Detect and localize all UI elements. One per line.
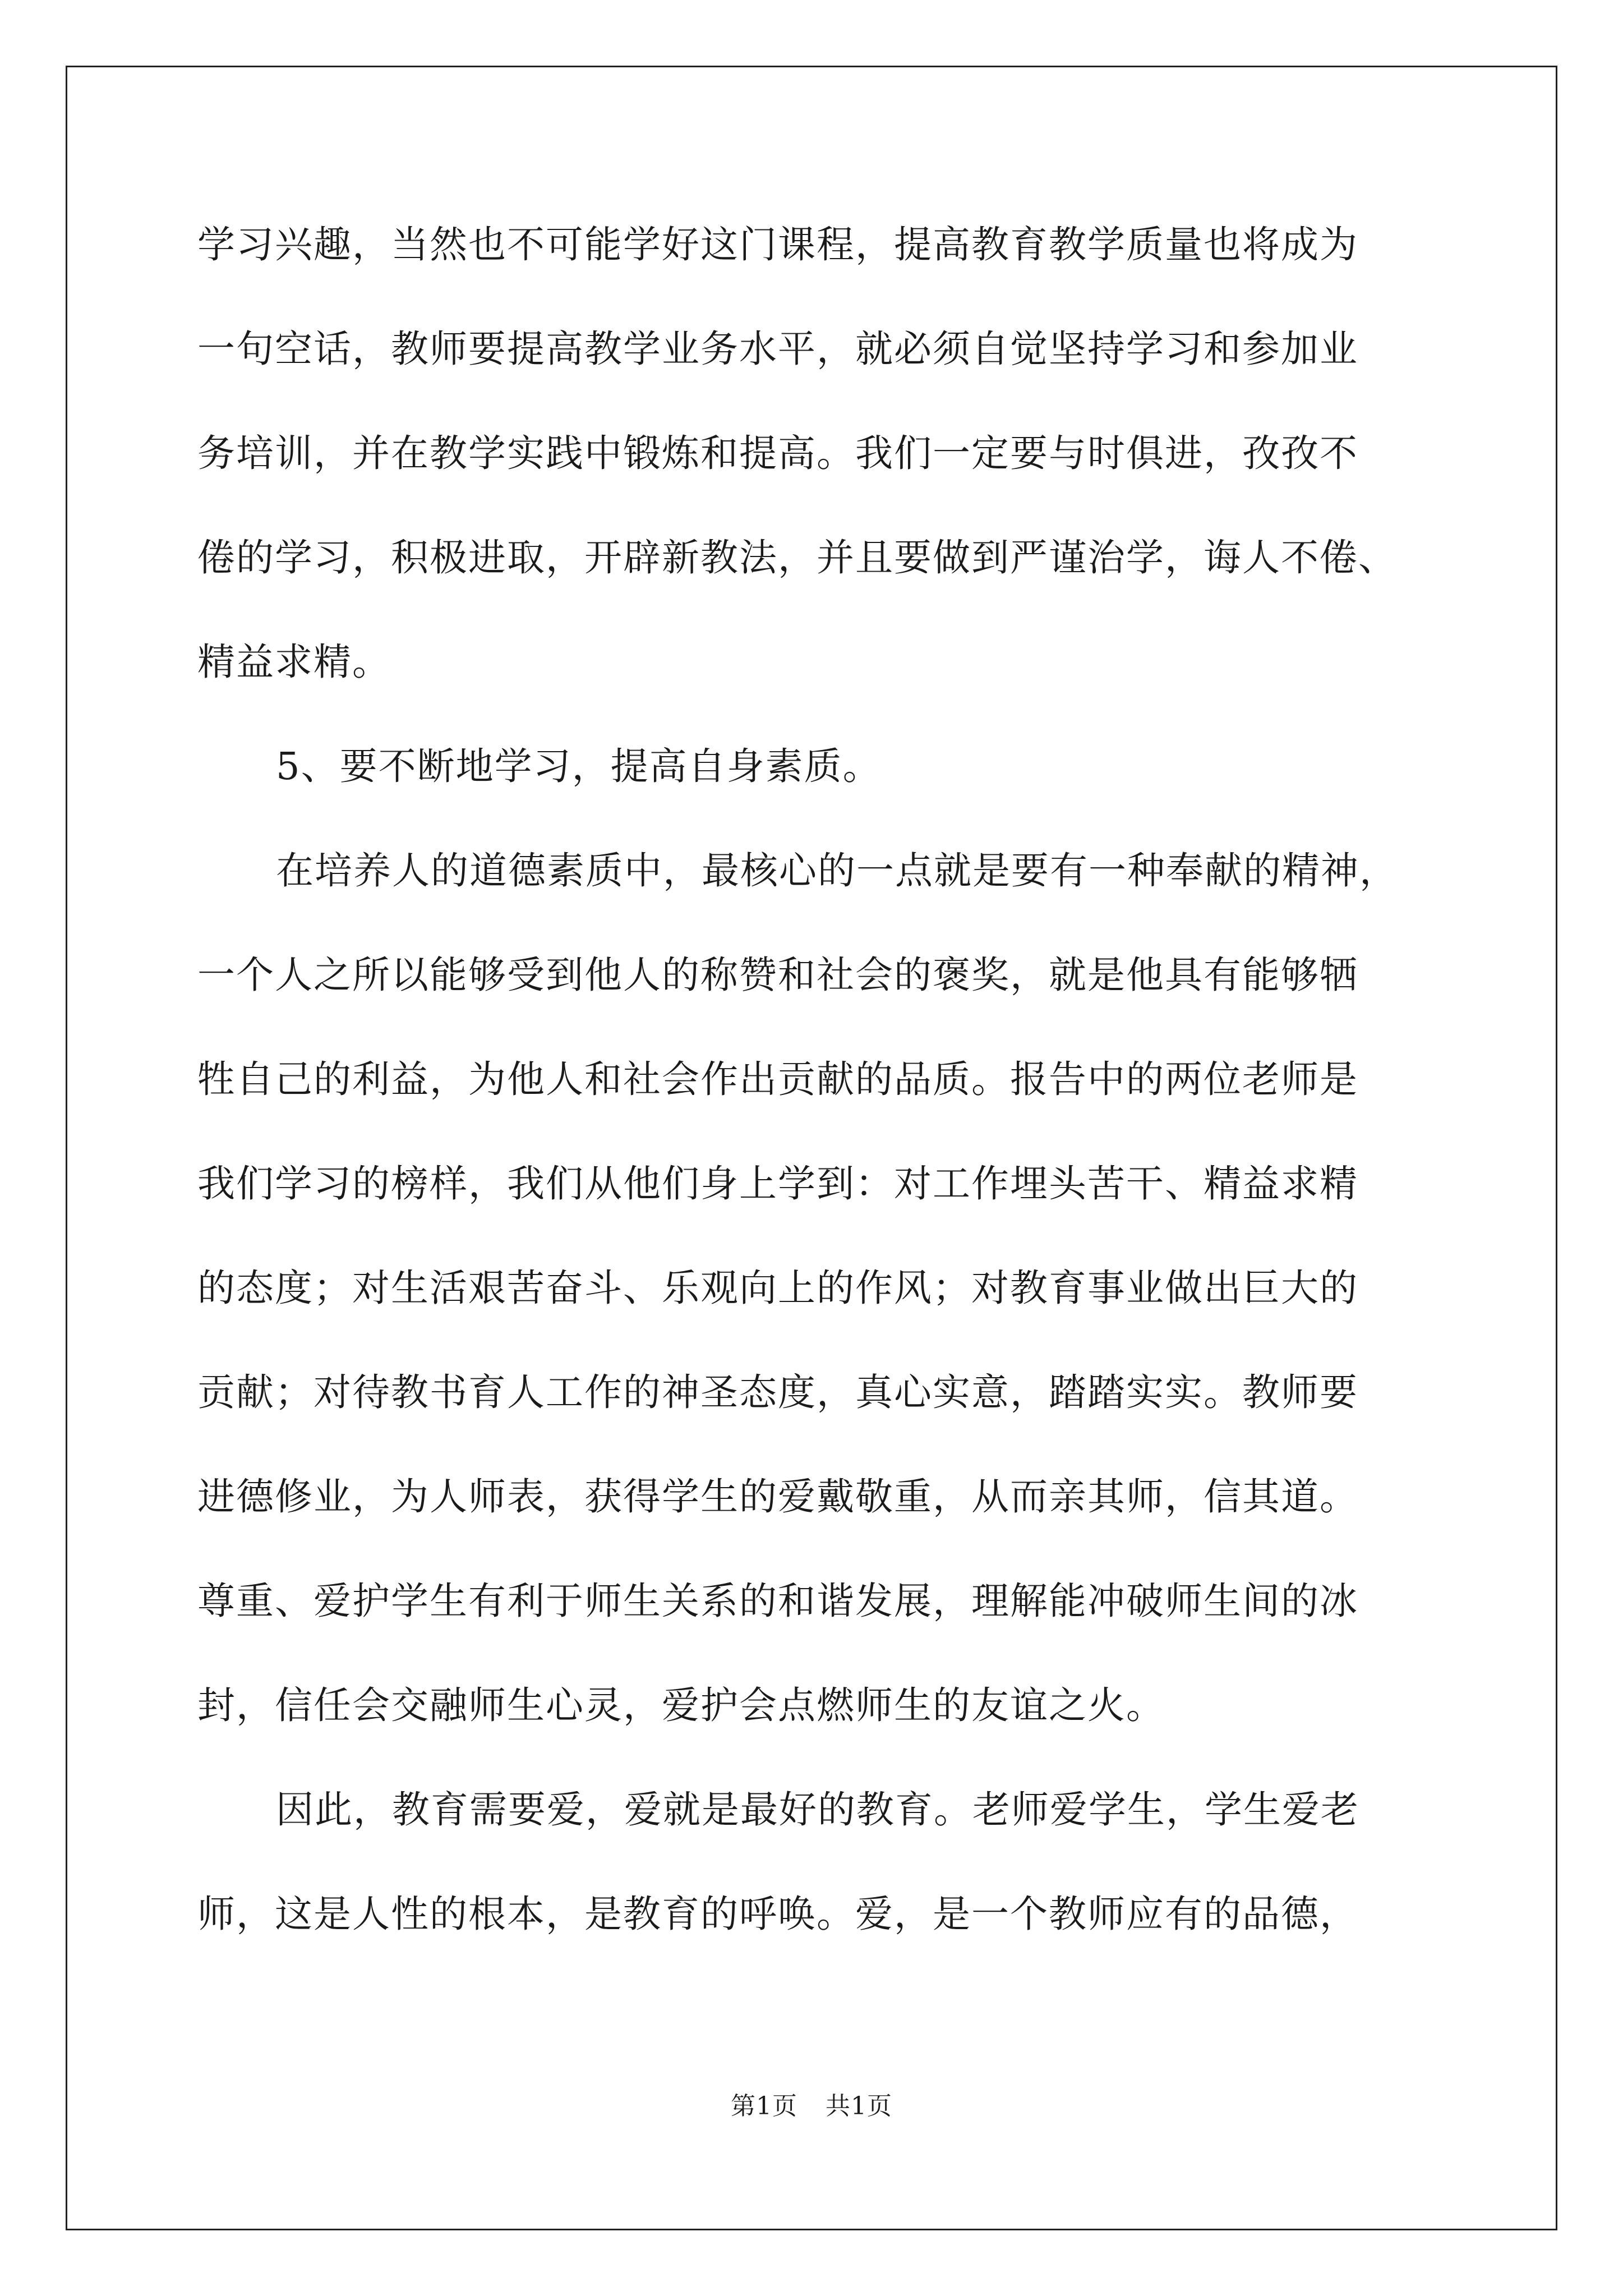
text-line-11: 的态度；对生活艰苦奋斗、乐观向上的作风；对教育事业做出巨大的: [197, 1266, 1358, 1310]
total-pages: 共1页: [826, 2092, 892, 2120]
text-line-12: 贡献；对待教书育人工作的神圣态度，真心实意，踏踏实实。教师要: [197, 1370, 1358, 1414]
text-line-5: 精益求精。: [197, 640, 391, 684]
text-line-1: 学习兴趣，当然也不可能学好这门课程，提高教育教学质量也将成为: [197, 223, 1358, 266]
text-line-14: 尊重、爱护学生有利于师生关系的和谐发展，理解能冲破师生间的冰: [197, 1579, 1358, 1623]
text-line-7: 在培养人的道德素质中，最核心的一点就是要有一种奉献的精神，: [276, 849, 1398, 892]
text-line-10: 我们学习的榜样，我们从他们身上学到：对工作埋头苦干、精益求精: [197, 1162, 1358, 1205]
text-line-3: 务培训，并在教学实践中锻炼和提高。我们一定要与时俱进，孜孜不: [197, 431, 1358, 475]
document-body: [197, 212, 1465, 1986]
section-heading: 5、要不断地学习，提高自身素质。: [276, 744, 882, 788]
text-line-17: 师，这是人性的根本，是教育的呼唤。爱，是一个教师应有的品德，: [197, 1892, 1358, 1936]
page-number: 第1页: [731, 2092, 797, 2120]
text-line-15: 封，信任会交融师生心灵，爱护会点燃师生的友谊之火。: [197, 1683, 1165, 1727]
text-line-8: 一个人之所以能够受到他人的称赞和社会的褒奖，就是他具有能够牺: [197, 953, 1358, 997]
text-line-16: 因此，教育需要爱，爱就是最好的教育。老师爱学生，学生爱老: [276, 1788, 1359, 1832]
text-line-13: 进德修业，为人师表，获得学生的爱戴敬重，从而亲其师，信其道。: [197, 1475, 1358, 1519]
text-line-4: 倦的学习，积极进取，开辟新教法，并且要做到严谨治学，诲人不倦、: [197, 536, 1397, 579]
text-line-9: 牲自己的利益，为他人和社会作出贡献的品质。报告中的两位老师是: [197, 1057, 1358, 1101]
page-footer: [0, 2090, 1623, 2123]
text-line-2: 一句空话，教师要提高教学业务水平，就必须自觉坚持学习和参加业: [197, 327, 1358, 371]
